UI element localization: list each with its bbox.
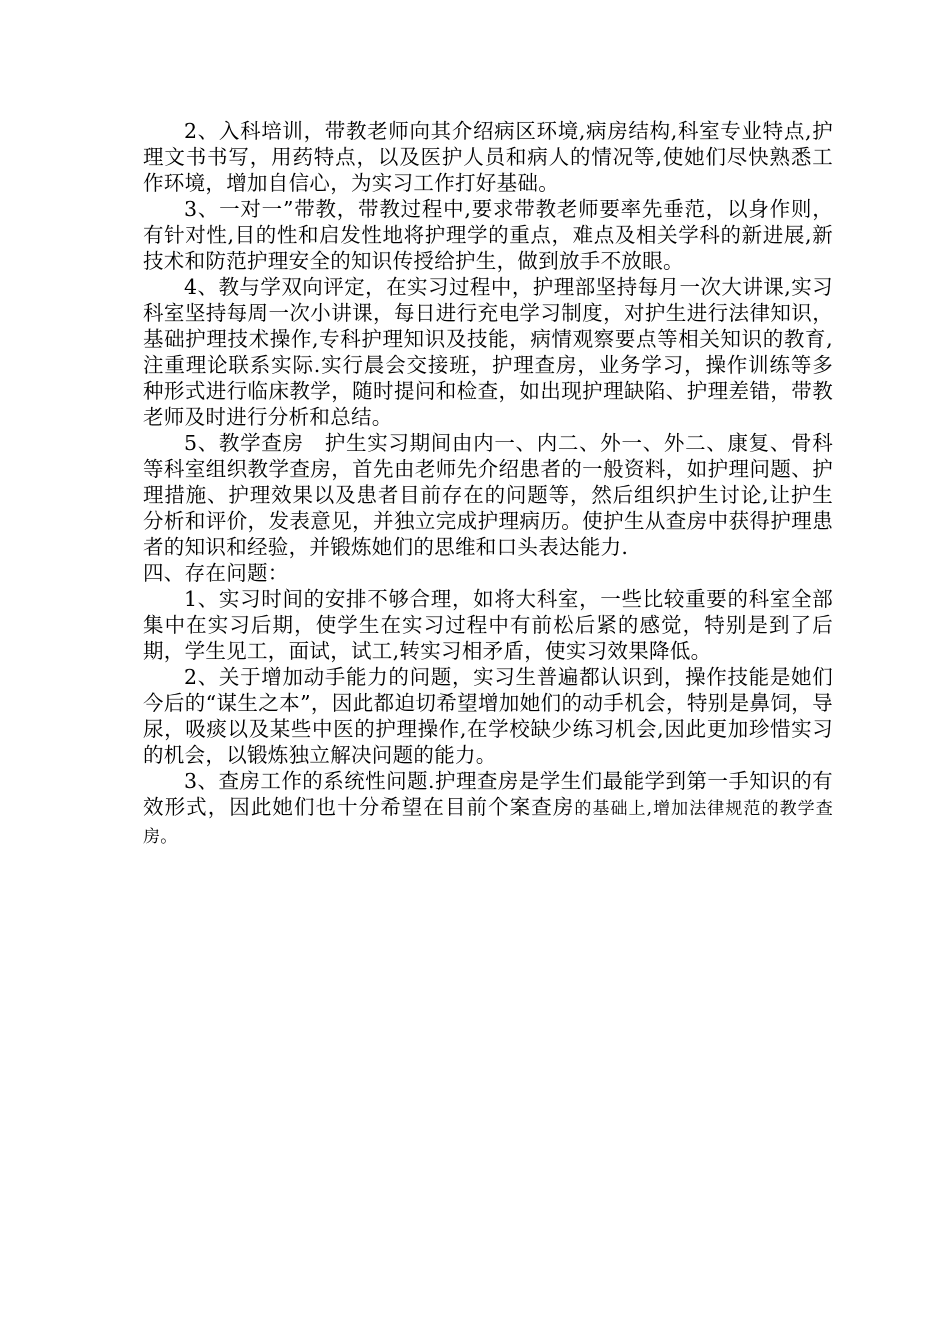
section-heading-existing-problems: 四、存在问题：	[143, 561, 289, 585]
paragraph-internship-scheduling: 1、实习时间的安排不够合理，如将大科室，一些比较重要的科室全部集中在实习后期，使学生在实习过程中有前松后紧的感觉，特别是到了后期，学生见工，面试，试工,转实习相矛盾，使实习效果降低。	[143, 587, 833, 663]
document-page	[143, 118, 833, 850]
paragraph-ward-round-tail: 的基础上,增加法律规范的教学查房。	[143, 799, 834, 847]
paragraph-entry-training: 2、入科培训，带教老师向其介绍病区环境,病房结构,科室专业特点,护理文书书写，用药特点，以及医护人员和病人的情况等,使她们尽快熟悉工作环境，增加自信心，为实习工作打好基础。	[143, 119, 833, 195]
paragraph-ward-round-main: 3、查房工作的系统性问题.护理查房是学生们最能学到第一手知识的有效形式，因此她们也十分希望在目前个案查房	[143, 769, 833, 819]
paragraph-teaching-rounds: 5、教学查房 护生实习期间由内一、内二、外一、外二、康复、骨科等科室组织教学查房，首先由老师先介绍患者的一般资料，如护理问题、护理措施、护理效果以及患者目前存在的问题等，然后组织护生讨论,让护生分析和评价，发表意见，并独立完成护理病历。使护生从查房中获得护理患者的知识和经验，并锻炼她们的思维和口头表达能力.	[143, 431, 833, 559]
paragraph-hands-on-ability: 2、关于增加动手能力的问题，实习生普遍都认识到，操作技能是她们今后的“谋生之本”，因此都迫切希望增加她们的动手机会，特别是鼻饲，导尿，吸痰以及某些中医的护理操作,在学校缺少练习机会,因此更加珍惜实习的机会，以锻炼独立解决问题的能力。	[143, 665, 833, 767]
paragraph-two-way-evaluation: 4、教与学双向评定，在实习过程中，护理部坚持每月一次大讲课,实习科室坚持每周一次小讲课，每日进行充电学习制度，对护生进行法律知识，基础护理技术操作,专科护理知识及技能，病情观察要点等相关知识的教育,注重理论联系实际.实行晨会交接班，护理查房，业务学习，操作训练等多种形式进行临床教学，随时提问和检查，如出现护理缺陷、护理差错，带教老师及时进行分析和总结。	[143, 275, 833, 429]
paragraph-ward-round-system	[143, 768, 833, 850]
paragraph-one-on-one-teaching: 3、一对一”带教，带教过程中,要求带教老师要率先垂范，以身作则，有针对性,目的性和启发性地将护理学的重点，难点及相关学科的新进展,新技术和防范护理安全的知识传授给护生，做到放手不放眼。	[143, 197, 833, 273]
